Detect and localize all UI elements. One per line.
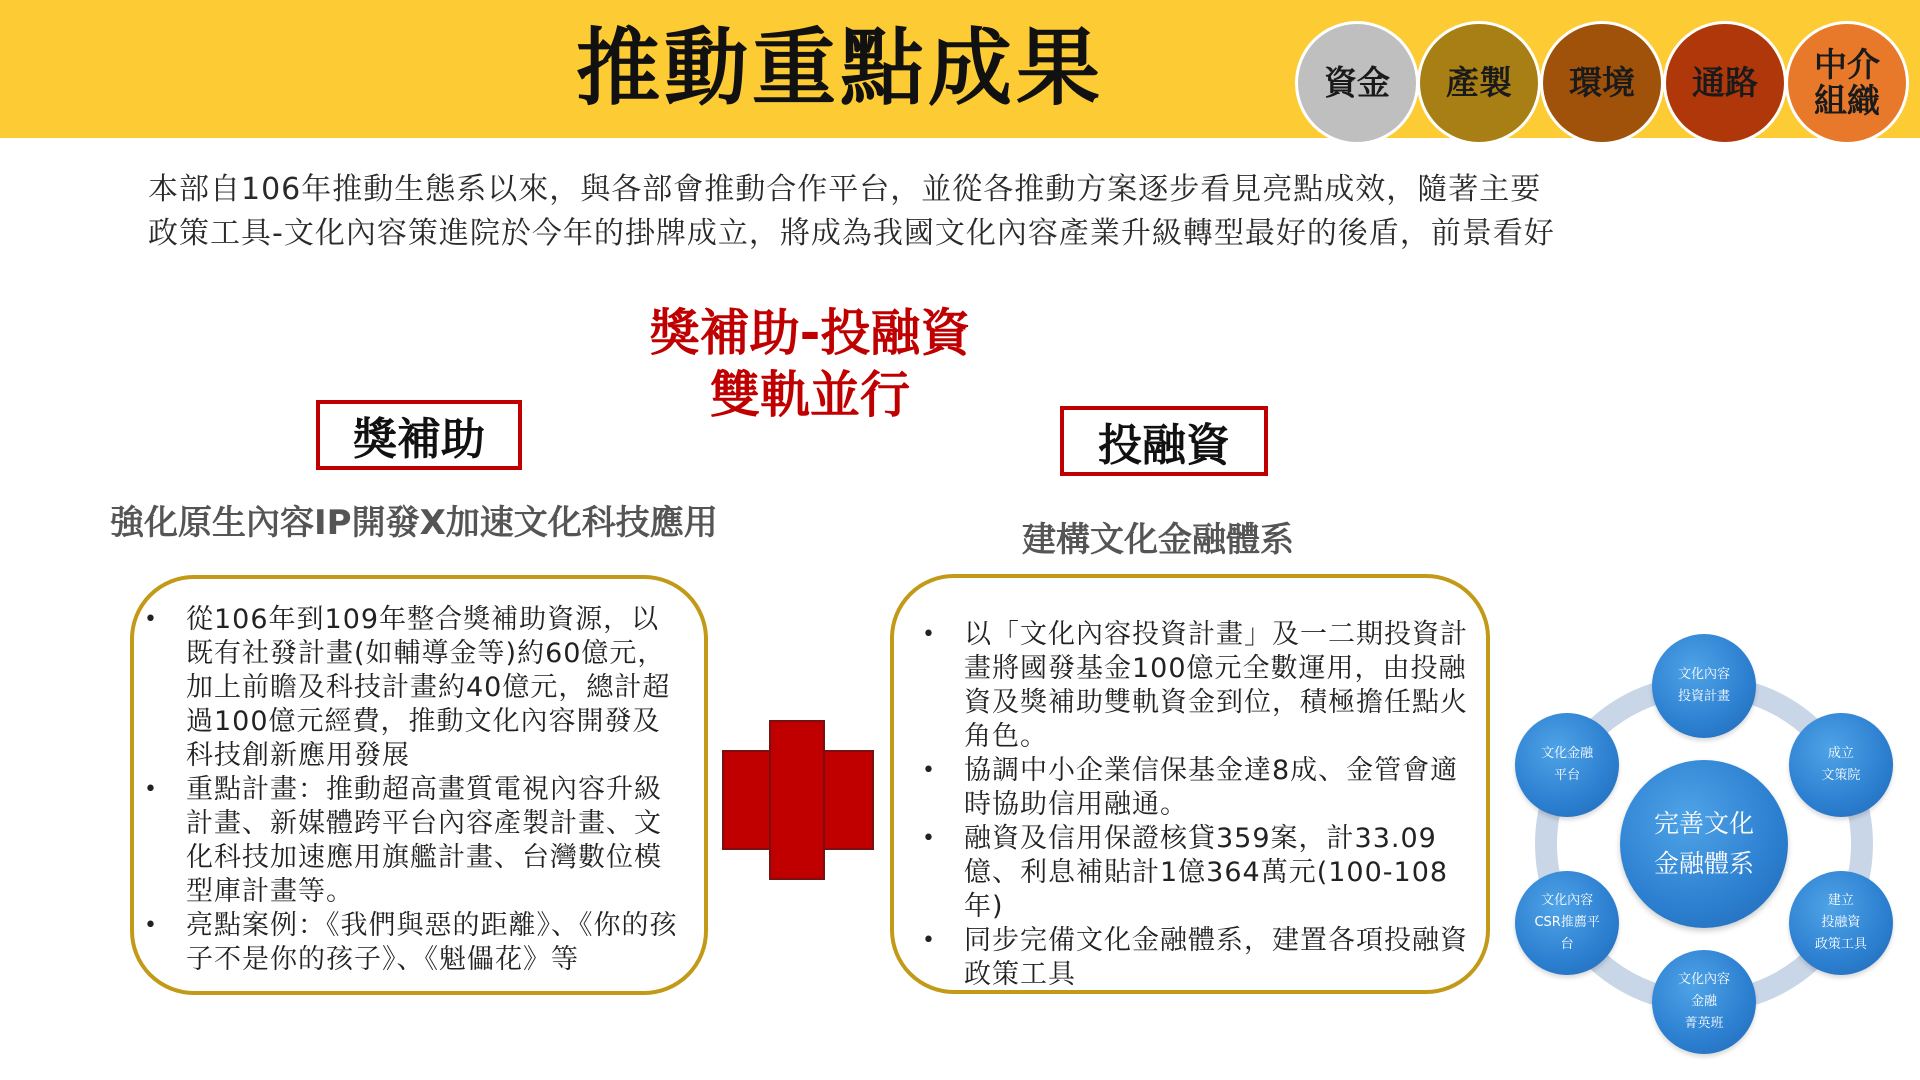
tab-label: 環境 xyxy=(1569,63,1635,102)
tab-3[interactable] xyxy=(1543,24,1661,142)
subsidy-bullet-item xyxy=(140,603,680,773)
subsidy-bullet-text: 從106年到109年整合獎補助資源，以既有社發計畫(如輔導金等)約60億元，加上前瞻及科技計畫約40億元，總計超過100億元經費，推動文化內容開發及科技創新應用發展 xyxy=(186,604,671,771)
cycle-node xyxy=(1652,634,1756,738)
bullet-dot: • xyxy=(922,622,936,647)
bullet-dot: • xyxy=(144,777,158,802)
plus-icon-center xyxy=(771,752,823,848)
cycle-node xyxy=(1515,871,1619,975)
investment-label: 投融資 xyxy=(1060,406,1268,476)
subsidy-bullet-text: 重點計畫：推動超高畫質電視內容升級計畫、新媒體跨平台內容產製計畫、文化科技加速應用旗艦計畫、台灣數位模型庫計畫等。 xyxy=(186,774,662,907)
tab-4[interactable] xyxy=(1666,24,1784,142)
page-title: 推動重點成果 xyxy=(575,19,1104,117)
intro-line-2: 政策工具-文化內容策進院於今年的掛牌成立，將成為我國文化內容產業升級轉型最好的後盾，前景看好 xyxy=(148,216,1555,251)
tab-1[interactable] xyxy=(1298,24,1416,142)
cycle-node-label: 文化內容 投資計畫 xyxy=(1677,667,1730,704)
cycle-node xyxy=(1652,950,1756,1054)
cycle-center-label: 完善文化 金融體系 xyxy=(1653,809,1754,878)
cycle-node-label: 文化內容 金融 菁英班 xyxy=(1677,972,1730,1031)
investment-bullet-text: 協調中小企業信保基金達8成、金管會適時協助信用融通。 xyxy=(964,755,1459,820)
investment-bullet-text: 融資及信用保證核貸359案，計33.09億、利息補貼計1億364萬元(100-108年) xyxy=(964,823,1449,922)
subsidy-bullets xyxy=(140,603,680,977)
headline-line-1: 獎補助-投融資 xyxy=(649,304,971,362)
investment-bullet-item xyxy=(918,822,1470,924)
investment-bullet-text: 以「文化內容投資計畫」及一二期投資計畫將國發基金100億元全數運用，由投融資及獎補助雙軌資金到位，積極擔任點火角色。 xyxy=(964,619,1468,752)
bullet-dot: • xyxy=(922,758,936,783)
headline-line-2: 雙軌並行 xyxy=(710,366,910,424)
cycle-node xyxy=(1515,713,1619,817)
investment-subtitle: 建構文化金融體系 xyxy=(1022,520,1294,560)
subsidy-subtitle: 強化原生內容IP開發X加速文化科技應用 xyxy=(110,503,718,543)
investment-bullet-item xyxy=(918,618,1470,754)
cycle-node xyxy=(1789,871,1893,975)
bullet-dot: • xyxy=(144,913,158,938)
tab-label: 通路 xyxy=(1692,63,1758,102)
subsidy-bullet-item xyxy=(140,773,680,909)
cycle-node-label: 文化金融 平台 xyxy=(1541,746,1594,783)
investment-bullet-item xyxy=(918,924,1470,992)
tab-label: 資金 xyxy=(1324,63,1390,102)
subsidy-bullet-item xyxy=(140,909,680,977)
headline xyxy=(600,302,1020,426)
intro-text xyxy=(148,168,1648,256)
cycle-node-label: 文化內容 CSR推薦平 台 xyxy=(1534,893,1600,952)
cycle-node-label: 成立 文策院 xyxy=(1821,746,1861,783)
tab-2[interactable] xyxy=(1420,24,1538,142)
investment-bullets xyxy=(918,618,1470,992)
bullet-dot: • xyxy=(144,607,158,632)
cycle-node-label: 建立 投融資 政策工具 xyxy=(1814,893,1867,952)
cycle-center-node xyxy=(1620,760,1788,928)
bullet-dot: • xyxy=(922,826,936,851)
tab-label: 產製 xyxy=(1446,63,1512,102)
tab-5[interactable] xyxy=(1788,24,1906,142)
intro-line-1: 本部自106年推動生態系以來，與各部會推動合作平台，並從各推動方案逐步看見亮點成效，隨著主要 xyxy=(148,172,1542,207)
cycle-node xyxy=(1789,713,1893,817)
bullet-dot: • xyxy=(922,928,936,953)
investment-bullet-text: 同步完備文化金融體系，建置各項投融資政策工具 xyxy=(964,925,1468,990)
investment-bullet-item xyxy=(918,754,1470,822)
subsidy-bullet-text: 亮點案例：《我們與惡的距離》、《你的孩子不是你的孩子》、《魁儡花》等 xyxy=(186,910,678,975)
tab-label: 中介 組織 xyxy=(1814,45,1880,120)
subsidy-label: 獎補助 xyxy=(316,400,522,470)
